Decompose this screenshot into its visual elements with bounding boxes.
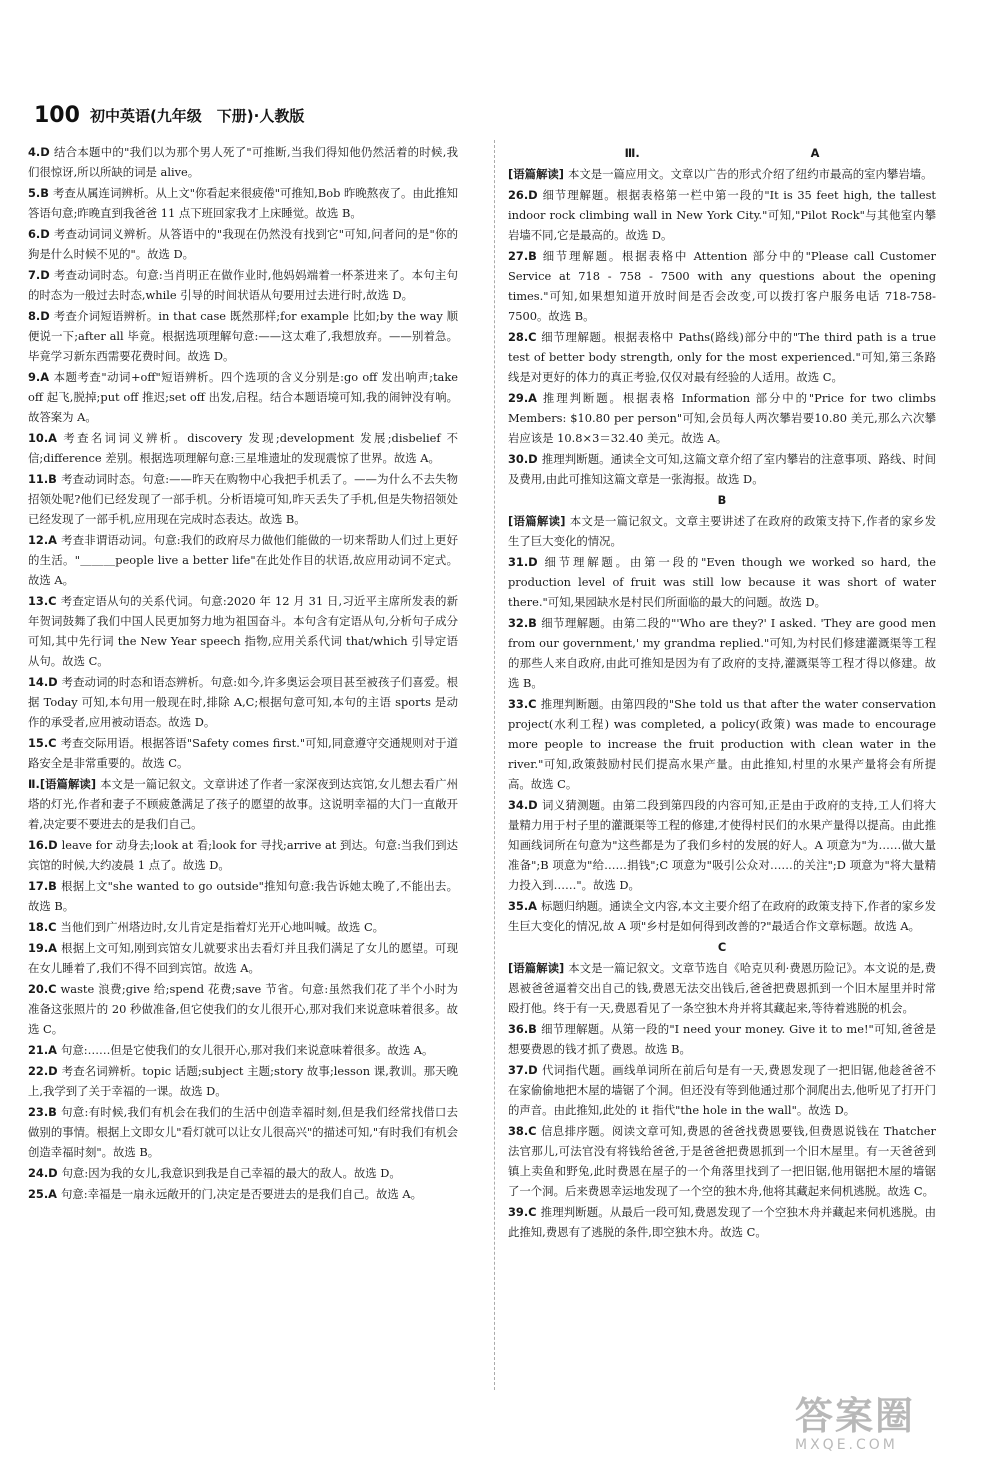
answer-explanation: 推理判断题。由第四段的"She told us that after the water conservation project(水利工程) was completed, a policy(政策) was made to encourage more people to increase the fruit production with clean water in the river."可知,政策鼓励村民们提高水果产量。由此推知,村里的水果产量将会有所提高。故选 C。 <box>508 697 936 791</box>
section-label: C <box>717 940 727 954</box>
answer-item <box>28 1184 458 1204</box>
answer-explanation: 句意:幸福是一扇永远敞开的门,决定是否要进去的是我们自己。故选 A。 <box>61 1187 423 1201</box>
answer-explanation: 根据上文可知,刚到宾馆女儿就要求出去看灯并且我们满足了女儿的愿望。可现在女儿睡着了,我们不得不回到宾馆。故选 A。 <box>28 941 458 975</box>
answer-item <box>28 835 458 875</box>
answer-item <box>28 672 458 732</box>
answer-number: 8.D <box>28 309 50 323</box>
answer-item <box>28 979 458 1039</box>
answer-explanation: 结合本题中的"我们以为那个男人死了"可推断,当我们得知他仍然活着的时候,我们很惊讶,所以所缺的词是 alive。 <box>28 145 458 179</box>
answer-item <box>508 613 936 693</box>
answer-number: 27.B <box>508 249 537 263</box>
answer-number: 36.B <box>508 1022 537 1036</box>
answer-item <box>28 142 458 182</box>
answer-number: 7.D <box>28 268 50 282</box>
answer-number: 34.D <box>508 798 538 812</box>
passage-tag: [语篇解读] <box>508 961 565 975</box>
answer-explanation: 考查动词时态。句意:当肖明正在做作业时,他妈妈端着一杯茶进来了。本句主句的时态为一般过去时态,while 引导的时间状语从句要用过去进行时,故选 D。 <box>28 268 458 302</box>
answer-item <box>508 1060 936 1120</box>
answer-explanation: 信息排序题。阅读文章可知,费恩的爸爸找费恩要钱,但费恩说钱在 Thatcher 法官那儿,可法官没有将钱给爸爸,于是爸爸把费恩抓到一个旧木屋里。有一天爸爸到镇上卖鱼和野兔,此时费恩在屋子的一个角落里找到了一把旧锯,他用锯把木屋的墙锯了一个洞。后来费恩幸运地发现了一个空的独木舟,他将其藏起来伺机逃脱。故选 C。 <box>508 1124 936 1198</box>
answer-explanation: 考查动词词义辨析。从答语中的"我现在仍然没有找到它"可知,问者问的是"你的狗是什么时候不见的"。故选 D。 <box>28 227 458 261</box>
answer-item <box>28 306 458 366</box>
answer-explanation: 当他们到广州塔边时,女儿肯定是指着灯光开心地叫喊。故选 C。 <box>60 920 385 934</box>
answer-item <box>28 1102 458 1162</box>
watermark-url: MXQE.COM <box>795 1437 898 1453</box>
answer-number: 38.C <box>508 1124 537 1138</box>
answer-explanation: 代词指代题。画线单词所在前后句是有一天,费恩发现了一把旧锯,他趁爸爸不在家偷偷地把木屋的墙锯了个洞。但还没有等到他通过那个洞爬出去,他听见了打开门的声音。由此推知,此处的 it 指代"the hole in the wall"。故选 D。 <box>508 1063 936 1117</box>
answer-item <box>508 795 936 895</box>
answer-item <box>28 265 458 305</box>
answer-number: 5.B <box>28 186 49 200</box>
answer-number: 21.A <box>28 1043 57 1057</box>
answer-explanation: 本题考查"动词+off"短语辨析。四个选项的含义分别是:go off 发出响声;take off 起飞,脱掉;put off 推迟;set off 出发,启程。结合本题语境可知,我的闹钟没有响。故答案为 A。 <box>28 370 458 424</box>
answer-number: 19.A <box>28 941 57 955</box>
answer-number: Ⅱ.[语篇解读] <box>28 777 97 791</box>
answer-item <box>508 1121 936 1201</box>
answer-item <box>28 224 458 264</box>
answer-item <box>508 552 936 612</box>
answer-number: 4.D <box>28 145 50 159</box>
answer-number: 18.C <box>28 920 57 934</box>
answer-explanation: 标题归纳题。通读全文内容,本文主要介绍了在政府的政策支持下,作者的家乡发生巨大变化的情况,故 A 项"乡村是如何得到改善的?"最适合作文章标题。故选 A。 <box>508 899 936 933</box>
answer-explanation: 推理判断题。通读全文可知,这篇文章介绍了室内攀岩的注意事项、路线、时间及费用,由此可推知这篇文章是一张海报。故选 D。 <box>508 452 936 486</box>
answer-number: 15.C <box>28 736 57 750</box>
passage-summary-text: 本文是一篇记叙文。文章主要讲述了在政府的政策支持下,作者的家乡发生了巨大变化的情况。 <box>508 514 936 548</box>
answer-explanation: 考查非谓语动词。句意:我们的政府尽力做他们能做的一切来帮助人们过上更好的生活。"＿＿＿people live a better life"在此处作目的状语,故应用动词不定式。故选 A。 <box>28 533 458 587</box>
answer-item <box>508 185 936 245</box>
answer-item <box>28 428 458 468</box>
passage-summary <box>508 958 936 1018</box>
answer-number: 35.A <box>508 899 537 913</box>
book-title: 初中英语(九年级 下册)·人教版 <box>89 106 305 125</box>
watermark-text: 答案圈 <box>795 1394 916 1438</box>
page-number: 100 <box>34 102 80 128</box>
answer-number: 39.C <box>508 1205 537 1219</box>
answer-item <box>508 246 936 326</box>
answer-item <box>508 1019 936 1059</box>
answer-item <box>28 774 458 834</box>
watermark-logo <box>795 1395 965 1457</box>
answer-item <box>28 1163 458 1183</box>
answer-explanation: leave for 动身去;look at 看;look for 寻找;arrive at 到达。句意:当我们到达宾馆的时候,大约凌晨 1 点了。故选 D。 <box>28 838 458 872</box>
passage-summary <box>508 164 936 184</box>
answer-explanation: waste 浪费;give 给;spend 花费;save 节省。句意:虽然我们花了半个小时为准备这张照片的 20 秒做准备,但它使我们的女儿很开心,那对我们来说意味着很多。故选 C。 <box>28 982 458 1036</box>
answer-explanation: 推理判断题。从最后一段可知,费恩发现了一个空独木舟并藏起来伺机逃脱。由此推知,费恩有了逃脱的条件,即空独木舟。故选 C。 <box>508 1205 936 1239</box>
answer-number: 13.C <box>28 594 57 608</box>
answer-number: 37.D <box>508 1063 538 1077</box>
answer-number: 11.B <box>28 472 57 486</box>
answer-item <box>28 938 458 978</box>
answer-explanation: 细节理解题。根据表格中 Attention 部分中的"Please call Customer Service at 718 - 758 - 7500 with any questions about the opening times."可知,如果想知道开放时间是否会改变,可以拨打客户服务电话 718-758-7500。故选 B。 <box>508 249 936 323</box>
passage-summary-text: 本文是一篇记叙文。文章节选自《哈克贝利·费恩历险记》。本文说的是,费恩被爸爸逼着交出自己的钱,费恩无法交出钱后,爸爸把费恩抓到一个旧木屋里并时常殴打他。终于有一天,费恩看见了一条空独木舟并将其藏起来,等待着逃脱的机会。 <box>508 961 936 1015</box>
column-divider <box>494 140 495 1390</box>
answer-item <box>508 449 936 489</box>
answer-explanation: 细节理解题。根据表格第一栏中第一段的"It is 35 feet high, the tallest indoor rock climbing wall in New York City."可知,"Pilot Rock"与其他室内攀岩墙不同,它是最高的。故选 D。 <box>508 188 936 242</box>
passage-tag: [语篇解读] <box>508 514 566 528</box>
passage-tag: [语篇解读] <box>508 167 564 181</box>
answer-number: 33.C <box>508 697 537 711</box>
section-label: B <box>717 493 727 507</box>
answer-explanation: 细节理解题。从第一段的"I need your money. Give it to me!"可知,爸爸是想要费恩的钱才抓了费恩。故选 B。 <box>508 1022 936 1056</box>
answer-explanation: 考查名词词义辨析。discovery 发现;development 发展;disbelief 不信;difference 差别。根据选项理解句意:三星堆遗址的发现震惊了世界。故选 A。 <box>28 431 458 465</box>
answer-item <box>28 591 458 671</box>
answer-number: 20.C <box>28 982 57 996</box>
answer-explanation: 句意:有时候,我们有机会在我们的生活中创造幸福时刻,但是我们经常找借口去做别的事情。根据上文即女儿"看灯就可以让女儿很高兴"的描述可知,"有时我们有机会创造幸福时刻"。故选 B。 <box>28 1105 458 1159</box>
answer-item <box>28 367 458 427</box>
answer-number: 12.A <box>28 533 57 547</box>
answer-explanation: 考查名词辨析。topic 话题;subject 主题;story 故事;lesson 课,教训。那天晚上,我学到了关于幸福的一课。故选 D。 <box>28 1064 458 1098</box>
answer-explanation: 句意:……但是它使我们的女儿很开心,那对我们来说意味着很多。故选 A。 <box>61 1043 434 1057</box>
answer-number: 25.A <box>28 1187 57 1201</box>
answer-explanation: 推理判断题。根据表格 Information 部分中的"Price for two climbs Members: $10.80 per person"可知,会员每人两次攀岩要10.80 美元,那么六次攀岩应该是 10.8×3＝32.40 美元。故选 A。 <box>508 391 936 445</box>
answer-item <box>508 896 936 936</box>
answer-explanation: 考查动词时态。句意:——昨天在购物中心我把手机丢了。——为什么不去失物招领处呢?他们已经发现了一部手机。分析语境可知,昨天丢失了手机,但是失物招领处已经发现了一部手机,应用现在完成时态表达。故选 B。 <box>28 472 458 526</box>
answer-item <box>28 1061 458 1101</box>
answer-number: 6.D <box>28 227 50 241</box>
answer-number: 9.A <box>28 370 50 384</box>
answer-number: 31.D <box>508 555 538 569</box>
answer-explanation: 词义猜测题。由第二段到第四段的内容可知,正是由于政府的支持,工人们将大量精力用于村子里的灌溉渠等工程的修建,才使得村民们的水果产量得以提高。由此推知画线词所在句意为"这些都是为了我们乡村的发展的好人。A 项意为"为……做大量准备";B 项意为"给……捐钱";C 项意为"吸引公众对……的关注";D 项意为"将大量精力投入到……"。故选 D。 <box>508 798 936 892</box>
left-column <box>28 142 458 1205</box>
answer-number: 24.D <box>28 1166 58 1180</box>
answer-item <box>508 388 936 448</box>
answer-number: 32.B <box>508 616 537 630</box>
answer-number: 17.B <box>28 879 57 893</box>
answer-item <box>28 183 458 223</box>
answer-number: 23.B <box>28 1105 57 1119</box>
answer-item <box>508 1202 936 1242</box>
answer-explanation: 考查介词短语辨析。in that case 既然那样;for example 比如;by the way 顺便说一下;after all 毕竟。根据选项理解句意:——这太难了,我想放弃。——别着急。毕竟学习新东西需要花费时间。故选 D。 <box>28 309 458 363</box>
answer-number: 30.D <box>508 452 538 466</box>
answer-number: 14.D <box>28 675 58 689</box>
passage-summary-text: 本文是一篇应用文。文章以广告的形式介绍了纽约市最高的室内攀岩墙。 <box>567 167 933 181</box>
answer-item <box>28 469 458 529</box>
page-header <box>34 100 304 130</box>
answer-number: 29.A <box>508 391 537 405</box>
answer-number: 28.C <box>508 330 537 344</box>
answer-item <box>508 327 936 387</box>
answer-explanation: 本文是一篇记叙文。文章讲述了作者一家深夜到达宾馆,女儿想去看广州塔的灯光,作者和妻子不顾疲惫满足了孩子的愿望的故事。这说明幸福的大门一直敞开着,决定要不要进去的是我们自己。 <box>28 777 459 831</box>
answer-explanation: 考查从属连词辨析。从上文"你看起来很疲倦"可推知,Bob 昨晚熬夜了。由此推知答语句意;昨晚直到我爸爸 11 点下班回家我才上床睡觉。故选 B。 <box>28 186 458 220</box>
answer-item <box>28 733 458 773</box>
answer-explanation: 细节理解题。根据表格中 Paths(路线)部分中的"The third path is a true test of better body strength, only for the most experienced."可知,第三条路线是对更好的体力的真正考验,仅仅对最有经验的人适用。故选 C。 <box>508 330 936 384</box>
answer-item <box>28 876 458 916</box>
answer-number: 10.A <box>28 431 57 445</box>
section-label: Ⅲ. A <box>624 146 820 160</box>
answer-item <box>28 530 458 590</box>
answer-explanation: 根据上文"she wanted to go outside"推知句意:我告诉她太晚了,不能出去。故选 B。 <box>28 879 458 913</box>
answer-number: 26.D <box>508 188 538 202</box>
answer-explanation: 细节理解题。由第二段的"'Who are they?' I asked. 'They are good men from our government,' my grandma replied."可知,为村民们修建灌溉渠等工程的那些人来自政府,由此可推知是因为有了政府的支持,灌溉渠等工程才得以修建。故选 B。 <box>508 616 936 690</box>
answer-number: 16.D <box>28 838 58 852</box>
answer-item <box>28 917 458 937</box>
answer-explanation: 考查定语从句的关系代词。句意:2020 年 12 月 31 日,习近平主席所发表的新年贺词鼓舞了我们中国人民更加努力地为祖国奋斗。本句含有定语从句,分析句子成分可知,其中先行词 the New Year speech 指物,应用关系代词 that/which 引导定语从句。故选 C。 <box>28 594 458 668</box>
answer-item <box>28 1040 458 1060</box>
answer-explanation: 细节理解题。由第一段的"Even though we worked so hard, the production level of fruit was still low because it was short of water there."可知,果园缺水是村民们所面临的最大的问题。故选 D。 <box>508 555 936 609</box>
answer-item <box>508 694 936 794</box>
passage-summary <box>508 511 936 551</box>
right-column <box>508 142 936 1243</box>
answer-explanation: 考查交际用语。根据答语"Safety comes first."可知,同意遵守交通规则对于道路安全是非常重要的。故选 C。 <box>28 736 458 770</box>
answer-explanation: 句意:因为我的女儿,我意识到我是自己幸福的最大的敌人。故选 D。 <box>61 1166 401 1180</box>
answer-explanation: 考查动词的时态和语态辨析。句意:如今,许多奥运会项目甚至被孩子们喜爱。根据 Today 可知,本句用一般现在时,排除 A,C;根据句意可知,本句的主语 sports 是动作的承受者,应用被动语态。故选 D。 <box>28 675 458 729</box>
answer-number: 22.D <box>28 1064 58 1078</box>
